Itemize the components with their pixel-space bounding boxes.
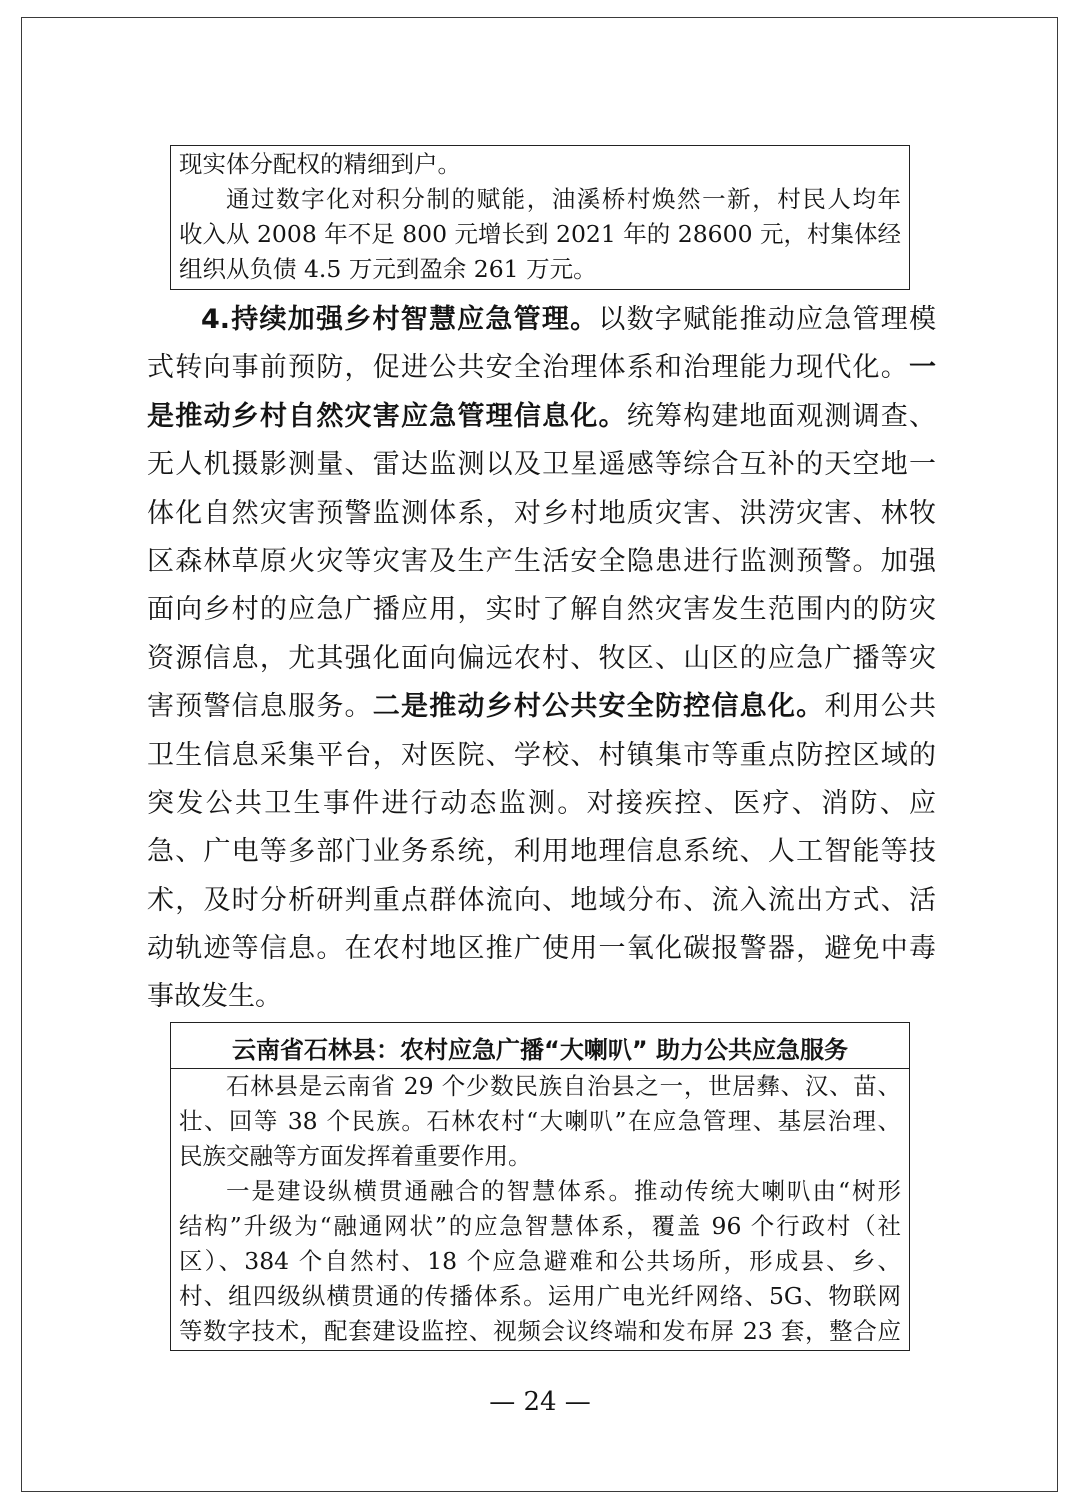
page-number: — 24 —	[489, 1387, 591, 1417]
case-line: 村、组四级纵横贯通的传播体系。运用广电光纤网络、5G、物联网	[179, 1282, 901, 1310]
section-body	[147, 296, 936, 1022]
case-box-shilin	[170, 1022, 910, 1351]
text-segment: 式转向事前预防，促进公共安全治理体系和治理能力现代化。	[147, 352, 909, 384]
text-segment: 害预警信息服务。	[147, 691, 373, 723]
text-segment: 体化自然灾害预警监测体系，对乡村地质灾害、洪涝灾害、林牧	[147, 497, 936, 529]
case-line: 现实体分配权的精细到户。	[179, 150, 461, 178]
body-line	[147, 877, 936, 925]
case-line: 等数字技术，配套建设监控、视频会议终端和发布屏 23 套，整合应	[179, 1317, 901, 1345]
body-line	[147, 732, 936, 780]
case-line: 一是建设纵横贯通融合的智慧体系。推动传统大喇叭由“树形	[226, 1177, 901, 1205]
text-segment: 区森林草原火灾等灾害及生产生活安全隐患进行监测预警。加强	[147, 545, 936, 577]
text-segment: 面向乡村的应急广播应用，实时了解自然灾害发生范围内的防灾	[147, 594, 936, 626]
case-line: 民族交融等方面发挥着重要作用。	[179, 1142, 532, 1170]
body-line	[147, 635, 936, 683]
bold-point-2: 二是推动乡村公共安全防控信息化。	[372, 691, 825, 723]
text-segment: 以数字赋能推动应急管理模	[598, 304, 936, 335]
body-line	[147, 973, 936, 1021]
text-segment: 术，及时分析研判重点群体流向、地域分布、流入流出方式、活	[147, 884, 936, 916]
section-heading: 4.持续加强乡村智慧应急管理。	[201, 304, 599, 335]
text-segment: 资源信息，尤其强化面向偏远农村、牧区、山区的应急广播等灾	[147, 642, 936, 674]
body-line	[147, 586, 936, 634]
text-segment: 利用公共	[824, 691, 936, 723]
case-line: 收入从 2008 年不足 800 元增长到 2021 年的 28600 元，村集体经	[179, 220, 901, 248]
body-line	[147, 828, 936, 876]
case-box-body	[171, 1069, 909, 1350]
bold-point-1: 是推动乡村自然灾害应急管理信息化。	[147, 400, 627, 432]
body-line	[147, 780, 936, 828]
text-segment: 急、广电等多部门业务系统，利用地理信息系统、人工智能等技	[147, 836, 936, 868]
case-line: 通过数字化对积分制的赋能，油溪桥村焕然一新，村民人均年	[226, 185, 901, 213]
body-line	[147, 393, 936, 441]
body-line	[147, 296, 936, 344]
text-segment: 卫生信息采集平台，对医院、学校、村镇集市等重点防控区域的	[147, 739, 936, 771]
case-line: 壮、回等 38 个民族。石林农村“大喇叭”在应急管理、基层治理、	[179, 1107, 901, 1135]
case-line: 组织从负债 4.5 万元到盈余 261 万元。	[179, 255, 597, 283]
case-box-youxiqiao	[170, 145, 910, 290]
text-segment: 统筹构建地面观测调查、	[626, 400, 936, 432]
bold-point-1: 一	[909, 352, 936, 384]
body-line	[147, 490, 936, 538]
case-line: 结构”升级为“融通网状”的应急智慧体系，覆盖 96 个行政村（社	[179, 1212, 901, 1240]
body-line	[147, 538, 936, 586]
body-line	[147, 344, 936, 392]
text-segment: 动轨迹等信息。在农村地区推广使用一氧化碳报警器，避免中毒	[147, 933, 936, 965]
case-line: 石林县是云南省 29 个少数民族自治县之一，世居彝、汉、苗、	[226, 1072, 901, 1100]
body-line	[147, 925, 936, 973]
body-line	[147, 683, 936, 731]
text-segment: 无人机摄影测量、雷达监测以及卫星遥感等综合互补的天空地一	[147, 449, 936, 481]
body-line	[147, 441, 936, 489]
text-segment: 突发公共卫生事件进行动态监测。对接疾控、医疗、消防、应	[147, 787, 936, 819]
text-segment: 事故发生。	[147, 981, 282, 1013]
case-line: 区）、384 个自然村、18 个应急避难和公共场所，形成县、乡、	[179, 1247, 901, 1275]
case-box-title: 云南省石林县：农村应急广播“大喇叭” 助力公共应急服务	[171, 1023, 909, 1069]
